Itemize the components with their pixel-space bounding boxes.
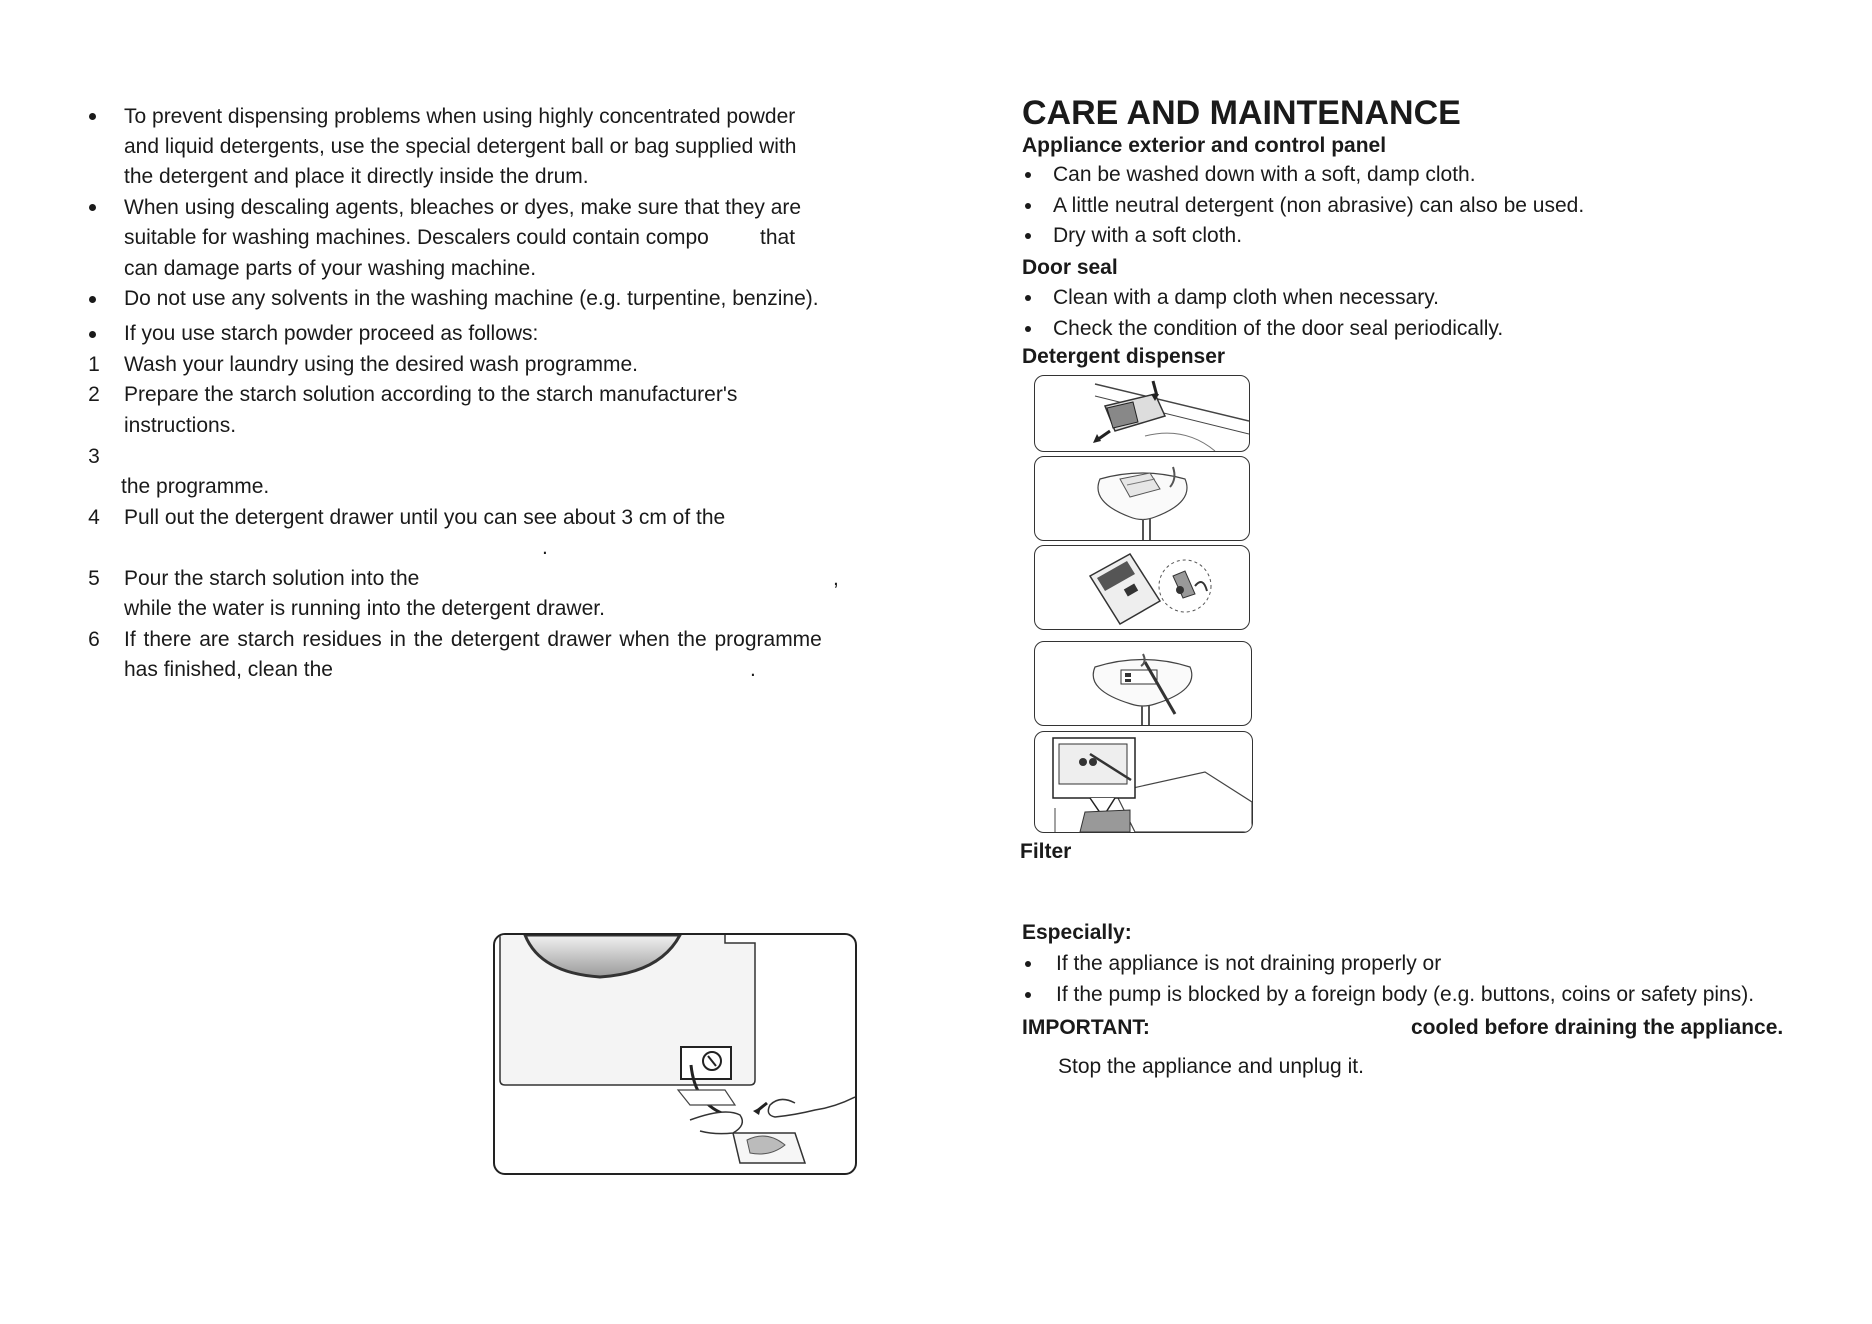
step-number: 5	[88, 567, 100, 590]
bullet-text: Do not use any solvents in the washing machine (e.g. turpentine, benzine).	[124, 287, 819, 310]
bullet-text: and liquid detergents, use the special detergent ball or bag supplied with	[124, 135, 797, 158]
step-number: 4	[88, 506, 100, 529]
bullet-text: If you use starch powder proceed as follows:	[124, 322, 539, 345]
step-text: If there are starch residues in the detergent drawer when the programme	[124, 628, 822, 651]
bullet-text: When using descaling agents, bleaches or dyes, make sure that they are	[124, 196, 802, 219]
dispenser-step-1-illustration	[1034, 375, 1250, 452]
bullet-dot	[1025, 961, 1031, 967]
section-heading: Detergent dispenser	[1022, 345, 1226, 368]
step-text: instructions.	[124, 414, 237, 437]
step-number: 2	[88, 383, 100, 406]
section-heading: Appliance exterior and control panel	[1022, 134, 1387, 157]
bullet-dot	[1025, 203, 1031, 209]
step-number: 6	[88, 628, 100, 651]
bullet-dot	[89, 113, 96, 120]
bullet-text: suitable for washing machines. Descalers could contain compo	[124, 226, 709, 249]
step-text: ,	[833, 567, 839, 590]
bullet-dot	[1025, 233, 1031, 239]
important-text: cooled before draining the appliance.	[1411, 1016, 1784, 1039]
section-heading: Door seal	[1022, 256, 1118, 279]
dispenser-step-4-illustration	[1034, 641, 1252, 726]
list-item: Clean with a damp cloth when necessary.	[1053, 286, 1439, 309]
step-text: .	[542, 536, 548, 559]
bullet-dot	[1025, 992, 1031, 998]
bullet-dot	[89, 331, 96, 338]
bullet-dot	[1025, 295, 1031, 301]
list-item: If the appliance is not draining properly or	[1056, 952, 1442, 975]
step-text: Prepare the starch solution according to the starch manufacturer's	[124, 383, 738, 406]
bullet-dot	[89, 204, 96, 211]
section-heading: Filter	[1020, 840, 1072, 863]
bullet-dot	[89, 296, 96, 303]
step-text: while the water is running into the detergent drawer.	[124, 597, 605, 620]
section-heading: Especially:	[1022, 921, 1132, 944]
step-text: has finished, clean the	[124, 658, 333, 681]
important-label: IMPORTANT:	[1022, 1016, 1150, 1039]
bullet-dot	[1025, 326, 1031, 332]
bullet-text: the detergent and place it directly inside the drum.	[124, 165, 589, 188]
step-text: Pour the starch solution into the	[124, 567, 420, 590]
list-item: A little neutral detergent (non abrasive) can also be used.	[1053, 194, 1585, 217]
dispenser-step-2-illustration	[1034, 456, 1250, 541]
dispenser-step-3-illustration	[1034, 545, 1250, 630]
filter-drain-illustration	[493, 933, 857, 1175]
step-number: 1	[88, 353, 100, 376]
page-title: CARE AND MAINTENANCE	[1022, 94, 1461, 132]
dispenser-step-5-illustration	[1034, 731, 1253, 833]
list-item: Dry with a soft cloth.	[1053, 224, 1243, 247]
list-item: Check the condition of the door seal periodically.	[1053, 317, 1504, 340]
step-text: .	[750, 658, 756, 681]
list-item: Can be washed down with a soft, damp cloth.	[1053, 163, 1476, 186]
step-text: the programme.	[121, 475, 270, 498]
stop-instruction: Stop the appliance and unplug it.	[1058, 1055, 1364, 1078]
bullet-dot	[1025, 172, 1031, 178]
bullet-text: can damage parts of your washing machine.	[124, 257, 537, 280]
bullet-text: that	[760, 226, 796, 249]
bullet-text: To prevent dispensing problems when using highly concentrated powder	[124, 105, 796, 128]
list-item: If the pump is blocked by a foreign body (e.g. buttons, coins or safety pins).	[1056, 983, 1755, 1006]
step-number: 3	[88, 445, 100, 468]
step-text: Pull out the detergent drawer until you can see about 3 cm of the	[124, 506, 726, 529]
step-text: Wash your laundry using the desired wash programme.	[124, 353, 638, 376]
